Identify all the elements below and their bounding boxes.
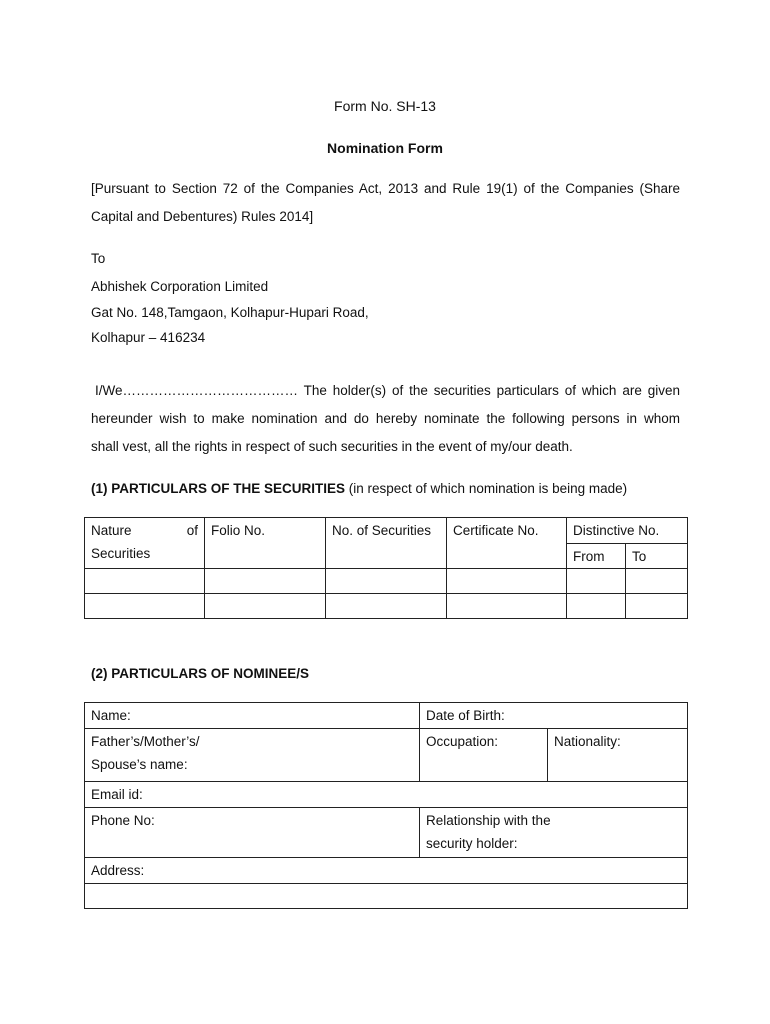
security-holder-label: security holder:	[426, 836, 518, 851]
table-cell[interactable]	[326, 594, 447, 619]
company-city: Kolhapur – 416234	[91, 330, 206, 345]
header-from: From	[567, 544, 626, 569]
spouse-name-label: Spouse’s name:	[91, 757, 188, 772]
nominee-relationship-field[interactable]	[420, 808, 688, 858]
table-row	[85, 594, 688, 619]
table-cell[interactable]	[85, 594, 205, 619]
nominee-name-field[interactable]: Name:	[85, 703, 420, 729]
form-number: Form No. SH-13	[334, 98, 436, 114]
header-folio-no: Folio No.	[205, 518, 326, 569]
company-name: Abhishek Corporation Limited	[91, 279, 269, 294]
section-1-heading	[91, 481, 680, 496]
table-cell[interactable]	[447, 569, 567, 594]
table-cell[interactable]	[567, 569, 626, 594]
nominee-nationality-field[interactable]: Nationality:	[548, 729, 688, 782]
securities-label: Securities	[91, 546, 151, 561]
table-cell[interactable]	[205, 594, 326, 619]
declaration-line-1: I/We………………………………… The holder(s) of the securities particulars of which are given	[95, 383, 680, 398]
section-1-heading-bold: (1) PARTICULARS OF THE SECURITIES	[91, 481, 346, 496]
nature-label: Nature	[91, 523, 132, 538]
section-1-heading-note: (in respect of which nomination is being made)	[345, 481, 628, 496]
table-cell[interactable]	[626, 594, 688, 619]
table-row	[85, 569, 688, 594]
declaration-line-3: shall vest, all the rights in respect of such securities in the event of my/our death.	[91, 439, 573, 454]
nominee-email-field[interactable]: Email id:	[85, 782, 688, 808]
table-cell[interactable]	[85, 569, 205, 594]
securities-table	[84, 517, 688, 619]
header-to: To	[626, 544, 688, 569]
of-label: of	[186, 523, 198, 538]
table-cell[interactable]	[567, 594, 626, 619]
form-title: Nomination Form	[327, 140, 443, 156]
header-distinctive-no: Distinctive No.	[567, 518, 688, 544]
nominee-table	[84, 702, 688, 909]
nominee-parent-spouse-field[interactable]	[85, 729, 420, 782]
parent-label: Father’s/Mother’s/	[91, 734, 200, 749]
section-2-heading: (2) PARTICULARS OF NOMINEE/S	[91, 666, 310, 681]
nominee-dob-field[interactable]: Date of Birth:	[420, 703, 688, 729]
declaration-line-2: hereunder wish to make nomination and do hereby nominate the following persons in whom	[91, 411, 680, 426]
relationship-label: Relationship with the	[426, 813, 551, 828]
company-street: Gat No. 148,Tamgaon, Kolhapur-Hupari Road,	[91, 305, 369, 320]
table-cell[interactable]	[626, 569, 688, 594]
nominee-occupation-field[interactable]: Occupation:	[420, 729, 548, 782]
table-cell[interactable]	[205, 569, 326, 594]
pursuant-line-2: Capital and Debentures) Rules 2014]	[91, 209, 314, 224]
table-cell[interactable]	[447, 594, 567, 619]
table-cell[interactable]	[326, 569, 447, 594]
addressee-to: To	[91, 251, 106, 266]
header-certificate-no: Certificate No.	[447, 518, 567, 569]
header-no-of-securities: No. of Securities	[326, 518, 447, 569]
nominee-address-line-2[interactable]	[85, 884, 688, 909]
header-nature-of-securities	[85, 518, 205, 569]
pursuant-line-1: [Pursuant to Section 72 of the Companies Act, 2013 and Rule 19(1) of the Companies (Share	[91, 181, 680, 196]
nominee-address-field[interactable]: Address:	[85, 858, 688, 884]
nominee-phone-field[interactable]: Phone No:	[85, 808, 420, 858]
